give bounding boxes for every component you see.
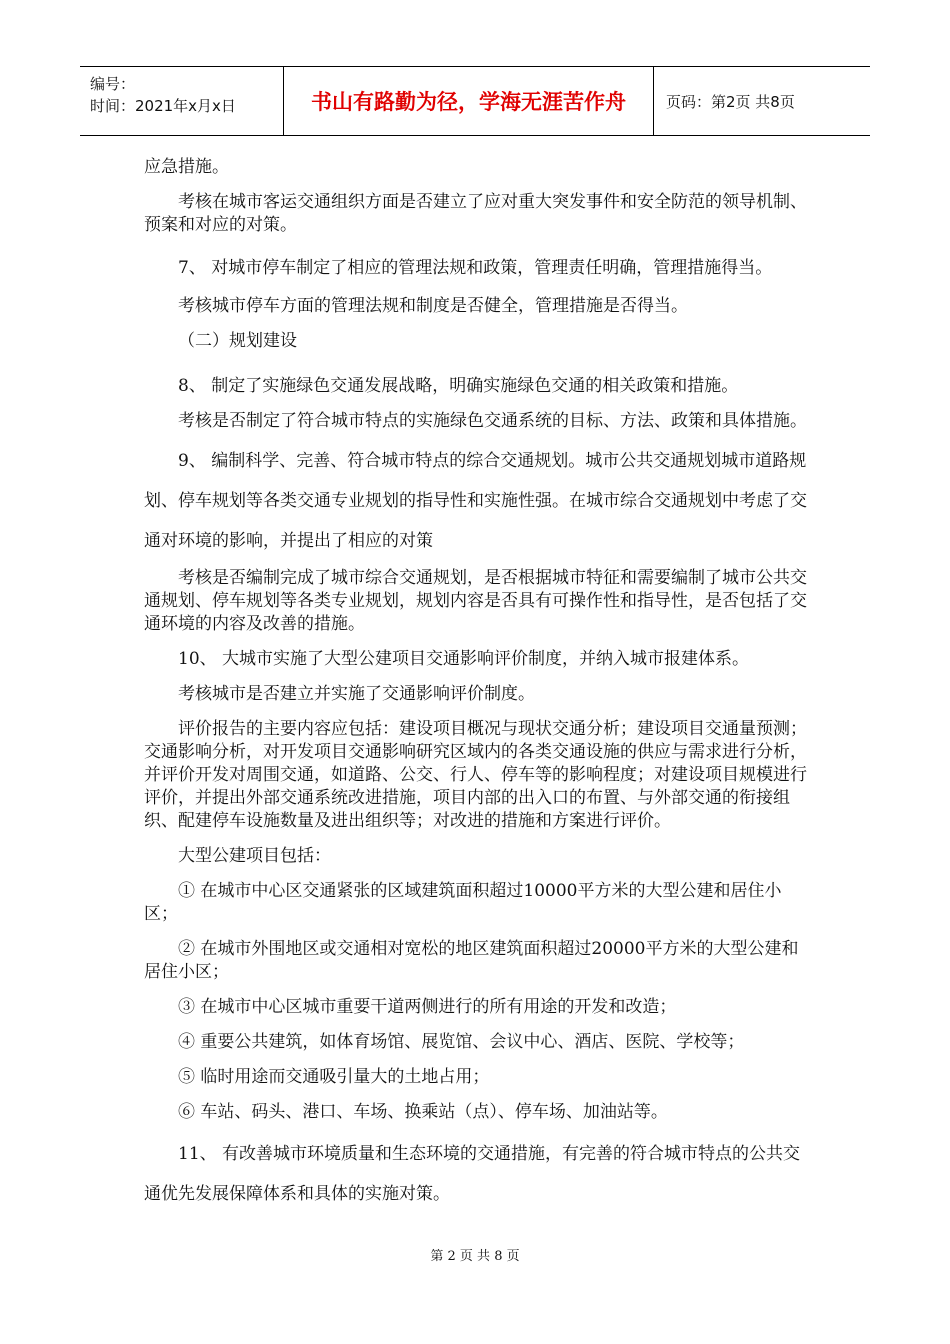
paragraph: 考核在城市客运交通组织方面是否建立了应对重大突发事件和安全防范的领导机制、预案和对应的对策。 xyxy=(144,192,807,235)
paragraph: 8、 制定了实施绿色交通发展战略，明确实施绿色交通的相关政策和措施。 xyxy=(178,376,739,396)
paragraph: 7、 对城市停车制定了相应的管理法规和政策，管理责任明确，管理措施得当。 xyxy=(178,258,773,278)
document-body xyxy=(144,150,812,1214)
document-date: 时间：2021年x月x日 xyxy=(90,97,236,115)
paragraph: 评价报告的主要内容应包括：建设项目概况与现状交通分析；建设项目交通量预测；交通影响分析，对开发项目交通影响研究区域内的各类交通设施的供应与需求进行分析，并评价开发对周围交通，如道路、公交、行人、停车等的影响程度；对建设项目规模进行评价，并提出外部交通系统改进措施，项目内部的出入口的布置、与外部交通的衔接组织、配建停车设施数量及进出组织等；对改进的措施和方案进行评价。 xyxy=(144,719,807,831)
paragraph: 考核城市是否建立并实施了交通影响评价制度。 xyxy=(178,684,535,704)
list-item: ② 在城市外围地区或交通相对宽松的地区建筑面积超过20000平方米的大型公建和居住小区； xyxy=(144,939,799,982)
section-heading: （二）规划建设 xyxy=(178,331,297,351)
page-footer: 第 2 页 共 8 页 xyxy=(430,1249,520,1264)
header-meta xyxy=(80,67,284,135)
header-motto: 书山有路勤为径，学海无涯苦作舟 xyxy=(284,67,654,135)
list-item: ① 在城市中心区交通紧张的区域建筑面积超过10000平方米的大型公建和居住小区； xyxy=(144,881,782,924)
paragraph: 考核是否编制完成了城市综合交通规划，是否根据城市特征和需要编制了城市公共交通规划、停车规划等各类专业规划，规划内容是否具有可操作性和指导性，是否包括了交通环境的内容及改善的措施。 xyxy=(144,568,807,634)
document-number: 编号： xyxy=(90,75,136,93)
paragraph: 考核是否制定了符合城市特点的实施绿色交通系统的目标、方法、政策和具体措施。 xyxy=(178,411,807,431)
list-item: ⑥ 车站、码头、港口、车场、换乘站（点）、停车场、加油站等。 xyxy=(178,1102,668,1122)
paragraph: 考核城市停车方面的管理法规和制度是否健全，管理措施是否得当。 xyxy=(178,296,688,316)
paragraph: 10、 大城市实施了大型公建项目交通影响评价制度，并纳入城市报建体系。 xyxy=(178,649,750,669)
paragraph: 9、 编制科学、完善、符合城市特点的综合交通规划。城市公共交通规划城市道路规划、停车规划等各类交通专业规划的指导性和实施性强。在城市综合交通规划中考虑了交通对环境的影响，并提出了相应的对策 xyxy=(144,451,807,551)
paragraph: 11、 有改善城市环境质量和生态环境的交通措施，有完善的符合城市特点的公共交通优先发展保障体系和具体的实施对策。 xyxy=(144,1144,801,1204)
list-item: ⑤ 临时用途而交通吸引量大的土地占用； xyxy=(178,1067,490,1087)
paragraph: 大型公建项目包括： xyxy=(178,846,331,866)
paragraph: 应急措施。 xyxy=(144,157,229,177)
list-item: ④ 重要公共建筑，如体育场馆、展览馆、会议中心、酒店、医院、学校等； xyxy=(178,1032,745,1052)
header-page-info: 页码：第2页 共8页 xyxy=(666,92,795,111)
list-item: ③ 在城市中心区城市重要干道两侧进行的所有用途的开发和改造； xyxy=(178,997,677,1017)
page-header xyxy=(80,66,870,136)
